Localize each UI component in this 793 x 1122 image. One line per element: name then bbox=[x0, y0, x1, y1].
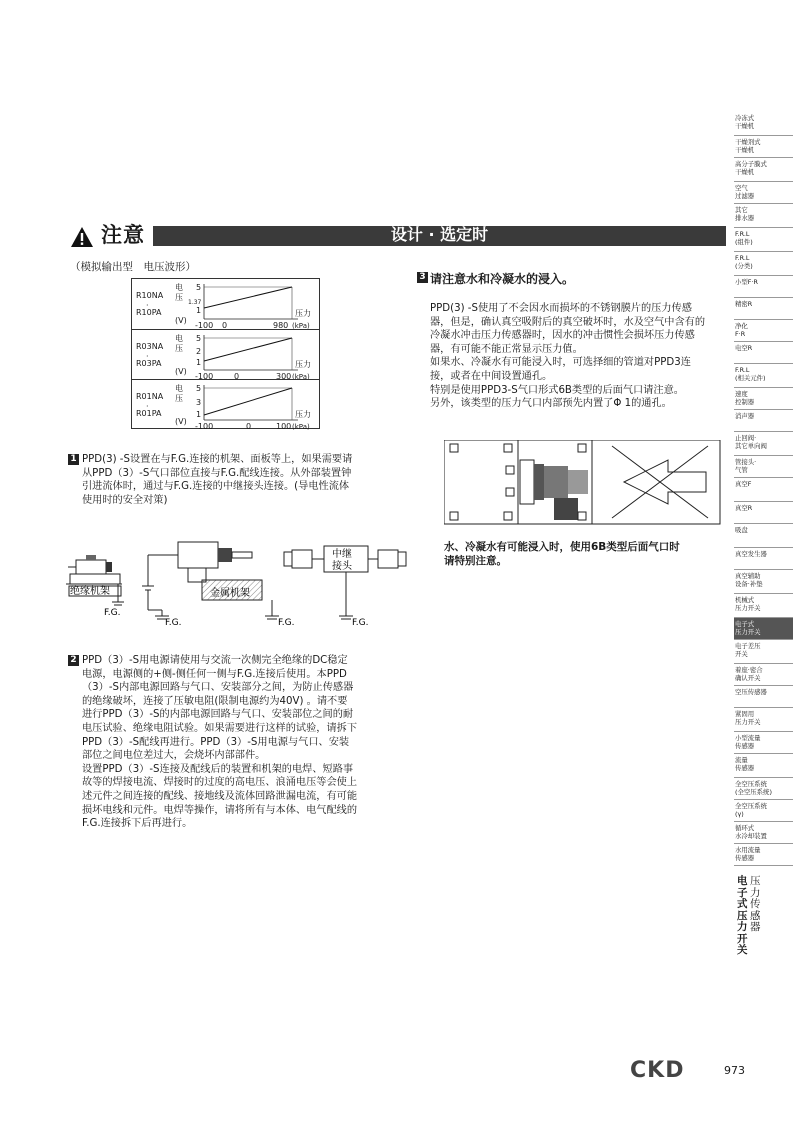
waveform-chart-r03 bbox=[172, 330, 318, 380]
sidebar-item[interactable]: 电子差压 开关 bbox=[734, 640, 793, 664]
sidebar-item[interactable]: 全空压系统 (γ) bbox=[734, 800, 793, 822]
item1-text: PPD(3) -S设置在与F.G.连接的机架、面板等上，如果需要请 从PPD（3）-S气口部位直接与F.G.配线连接。从外部装置钟 引进流体时，通过与F.G.连接的中继接头连接。(导电性流体 使用时的安全对策) bbox=[82, 454, 353, 506]
sidebar-item[interactable]: 电子式 压力开关 bbox=[734, 618, 793, 640]
sidebar-item[interactable]: F.R.L (相关元件) bbox=[734, 364, 793, 388]
waveform-line bbox=[204, 388, 292, 415]
sidebar-item[interactable]: 小型F·R bbox=[734, 276, 793, 298]
svg-text:(kPa): (kPa) bbox=[292, 373, 310, 380]
waveform-line bbox=[204, 287, 292, 308]
svg-text:-100: -100 bbox=[195, 372, 214, 380]
sidebar-item[interactable]: 止回阀· 其它单向阀 bbox=[734, 432, 793, 456]
svg-text:接头: 接头 bbox=[332, 561, 352, 572]
model-label: R10PA bbox=[136, 308, 162, 317]
sidebar-item[interactable]: 空气 过滤器 bbox=[734, 182, 793, 204]
sidebar-item[interactable]: 机械式 压力开关 bbox=[734, 594, 793, 618]
model-label: R03PA bbox=[136, 359, 162, 368]
svg-text:5: 5 bbox=[196, 334, 202, 343]
svg-text:-100: -100 bbox=[195, 321, 214, 329]
sidebar-item[interactable]: 真空F bbox=[734, 478, 793, 502]
svg-text:F.G.: F.G. bbox=[352, 618, 369, 628]
svg-text:中继: 中继 bbox=[332, 549, 352, 560]
sidebar-item[interactable]: 空压传感器 bbox=[734, 686, 793, 708]
item-number-2: 2 bbox=[68, 655, 79, 666]
warning-icon bbox=[70, 226, 94, 248]
svg-text:电: 电 bbox=[175, 283, 183, 292]
svg-text:1: 1 bbox=[196, 410, 202, 419]
item-number-1: 1 bbox=[68, 454, 79, 465]
svg-text:绝缘机架: 绝缘机架 bbox=[70, 586, 110, 597]
svg-text:0: 0 bbox=[222, 321, 228, 329]
sidebar-item[interactable]: 其它 排水器 bbox=[734, 204, 793, 228]
sidebar-item[interactable]: 真空辅助 设备·补垫 bbox=[734, 570, 793, 594]
vertical-right-label: 压力传感器 bbox=[750, 875, 761, 933]
svg-text:300: 300 bbox=[276, 372, 292, 380]
svg-text:(V): (V) bbox=[175, 417, 187, 426]
graph-row: R03NA · R03PA 电 压 (V) 5 2 1 -100 0 300 压力 (kPa) bbox=[132, 329, 319, 380]
svg-text:(V): (V) bbox=[175, 367, 187, 376]
graph-row: R10NA · R10PA 电 压 (V) 5 1.37 1 -100 0 980 压力 (kPa) bbox=[132, 279, 319, 329]
sidebar-item[interactable]: 净化 F·R bbox=[734, 320, 793, 342]
sidebar-item[interactable]: 水用流量 传感器 bbox=[734, 844, 793, 866]
item3-heading: 请注意水和冷凝水的浸入。 bbox=[430, 272, 575, 286]
svg-text:5: 5 bbox=[196, 384, 202, 393]
sidebar-item[interactable]: 流量 传感器 bbox=[734, 754, 793, 778]
voltage-graph-table bbox=[131, 278, 320, 429]
svg-text:3: 3 bbox=[196, 398, 202, 407]
svg-text:1: 1 bbox=[196, 358, 202, 367]
category-sidebar bbox=[734, 112, 793, 862]
item2-text: PPD（3）-S用电源请使用与交流一次侧完全绝缘的DC稳定 电源，电源侧的+侧-侧任何一侧与F.G.连接后使用。本PPD （3）-S内部电源回路与气口、安装部分之间，为防止传感器 的绝缘破坏，连接了压敏电阻(限制电源约为40V) 。请不要 进行PPD（3）-S的内部电源回路与气口、安装部位之间的耐 电压试验、绝缘电阻试验。如果需要进行这样的试验，请拆下 PPD（3）-S配线再进行。PPD（3）-S用电源与气口、安装 部位之间电位差过大，会烧坏内部部件。 设置PPD（3）-S连接及配线后的装置和机架的电焊、短路事 故等的焊接电流、焊接时的过度的高电压、浪涌电压等会使上 述元件之间连接的配线、接地线及流体回路泄漏电流，有可能 损坏电线和元件。电焊等操作，请将所有与本体、电气配线的 F.G.连接拆下后再进行。 bbox=[82, 655, 358, 830]
sidebar-item[interactable]: 精密R bbox=[734, 298, 793, 320]
sidebar-item[interactable]: 循环式 水冷却装置 bbox=[734, 822, 793, 844]
sidebar-item[interactable]: 速度 控制器 bbox=[734, 388, 793, 410]
sidebar-item[interactable]: 真空R bbox=[734, 502, 793, 524]
svg-text:1.37: 1.37 bbox=[188, 299, 202, 306]
sidebar-item[interactable]: 管接头· 气管 bbox=[734, 456, 793, 478]
sidebar-item[interactable]: 小型流量 传感器 bbox=[734, 732, 793, 754]
caution-heading: 注意 bbox=[101, 223, 145, 247]
grounding-diagram bbox=[62, 530, 407, 630]
svg-text:电: 电 bbox=[175, 384, 183, 393]
svg-text:(kPa): (kPa) bbox=[292, 322, 310, 329]
graph-row: R01NA · R01PA 电 压 (V) 5 3 1 -100 0 100 压力 (kPa) bbox=[132, 379, 319, 430]
vertical-left-label: 电子式压力开关 bbox=[737, 875, 748, 956]
svg-text:电: 电 bbox=[175, 334, 183, 343]
section-title: 设计 · 选定时 bbox=[390, 225, 489, 244]
model-label: R10NA bbox=[136, 291, 164, 300]
svg-text:F.G.: F.G. bbox=[104, 608, 121, 618]
item3-caption: 水、冷凝水有可能浸入时，使用6B类型后面气口时 请特别注意。 bbox=[444, 541, 680, 567]
svg-text:F.G.: F.G. bbox=[165, 618, 182, 628]
svg-text:0: 0 bbox=[234, 372, 240, 380]
item-number-3: 3 bbox=[417, 272, 428, 283]
svg-text:压力: 压力 bbox=[295, 360, 311, 369]
sidebar-item[interactable]: 紧固用 压力开关 bbox=[734, 708, 793, 732]
svg-text:980: 980 bbox=[273, 321, 289, 329]
svg-text:1: 1 bbox=[196, 306, 202, 315]
sidebar-item[interactable]: 电空R bbox=[734, 342, 793, 364]
sidebar-item[interactable]: 干燥剂式 干燥机 bbox=[734, 136, 793, 158]
svg-text:压: 压 bbox=[175, 394, 183, 403]
svg-text:F.G.: F.G. bbox=[278, 618, 295, 628]
sidebar-item[interactable]: 吸盘 bbox=[734, 524, 793, 548]
svg-text:5: 5 bbox=[196, 283, 202, 292]
waveform-chart-r10 bbox=[172, 279, 318, 329]
rear-port-illustration bbox=[444, 440, 724, 528]
svg-text:压: 压 bbox=[175, 344, 183, 353]
page-number: 973 bbox=[724, 1064, 745, 1077]
ckd-logo: CKD bbox=[630, 1058, 685, 1083]
model-label: R01PA bbox=[136, 409, 162, 418]
model-label: R01NA bbox=[136, 392, 164, 401]
svg-text:金属机架: 金属机架 bbox=[210, 588, 250, 599]
svg-text:2: 2 bbox=[196, 347, 202, 356]
sidebar-item[interactable]: 高分子膜式 干燥机 bbox=[734, 158, 793, 182]
sidebar-item[interactable]: 全空压系统 (全空压系统) bbox=[734, 778, 793, 800]
svg-text:(kPa): (kPa) bbox=[292, 423, 310, 430]
svg-text:100: 100 bbox=[276, 422, 292, 430]
waveform-chart-r01 bbox=[172, 380, 318, 430]
svg-text:压: 压 bbox=[175, 293, 183, 302]
item3-text: PPD(3) -S使用了不会因水而损坏的不锈钢膜片的压力传感 器，但是，确认真空吸附后的真空破坏时，水及空气中含有的 冷凝水冲击压力传感器时，因水的冲击惯性会损坏压力传感 器，有可能不能正常显示压力值。 如果水、冷凝水有可能浸入时，可选择细的管道对PPD3连 接，或者在中间设置通孔。 特别是使用PPD3-S气口形式6B类型的后面气口请注意。 另外，该类型的压力气口内部预先内置了Φ 1的通孔。 bbox=[430, 303, 706, 410]
model-label: R03NA bbox=[136, 342, 164, 351]
graph-subheading: （模拟输出型 电压波形） bbox=[70, 261, 196, 273]
sidebar-item[interactable]: 真空发生器 bbox=[734, 548, 793, 570]
svg-text:压力: 压力 bbox=[295, 309, 311, 318]
sidebar-item[interactable]: F.R.L (组件) bbox=[734, 228, 793, 252]
sidebar-item[interactable]: 着座·密合 确认开关 bbox=[734, 664, 793, 686]
sidebar-item[interactable]: 消声器 bbox=[734, 410, 793, 432]
sidebar-item[interactable]: F.R.L (分类) bbox=[734, 252, 793, 276]
svg-text:0: 0 bbox=[246, 422, 252, 430]
sidebar-item[interactable]: 冷冻式 干燥机 bbox=[734, 112, 793, 136]
svg-text:-100: -100 bbox=[195, 422, 214, 430]
svg-text:(V): (V) bbox=[175, 316, 187, 325]
waveform-line bbox=[204, 338, 292, 361]
svg-text:压力: 压力 bbox=[295, 410, 311, 419]
